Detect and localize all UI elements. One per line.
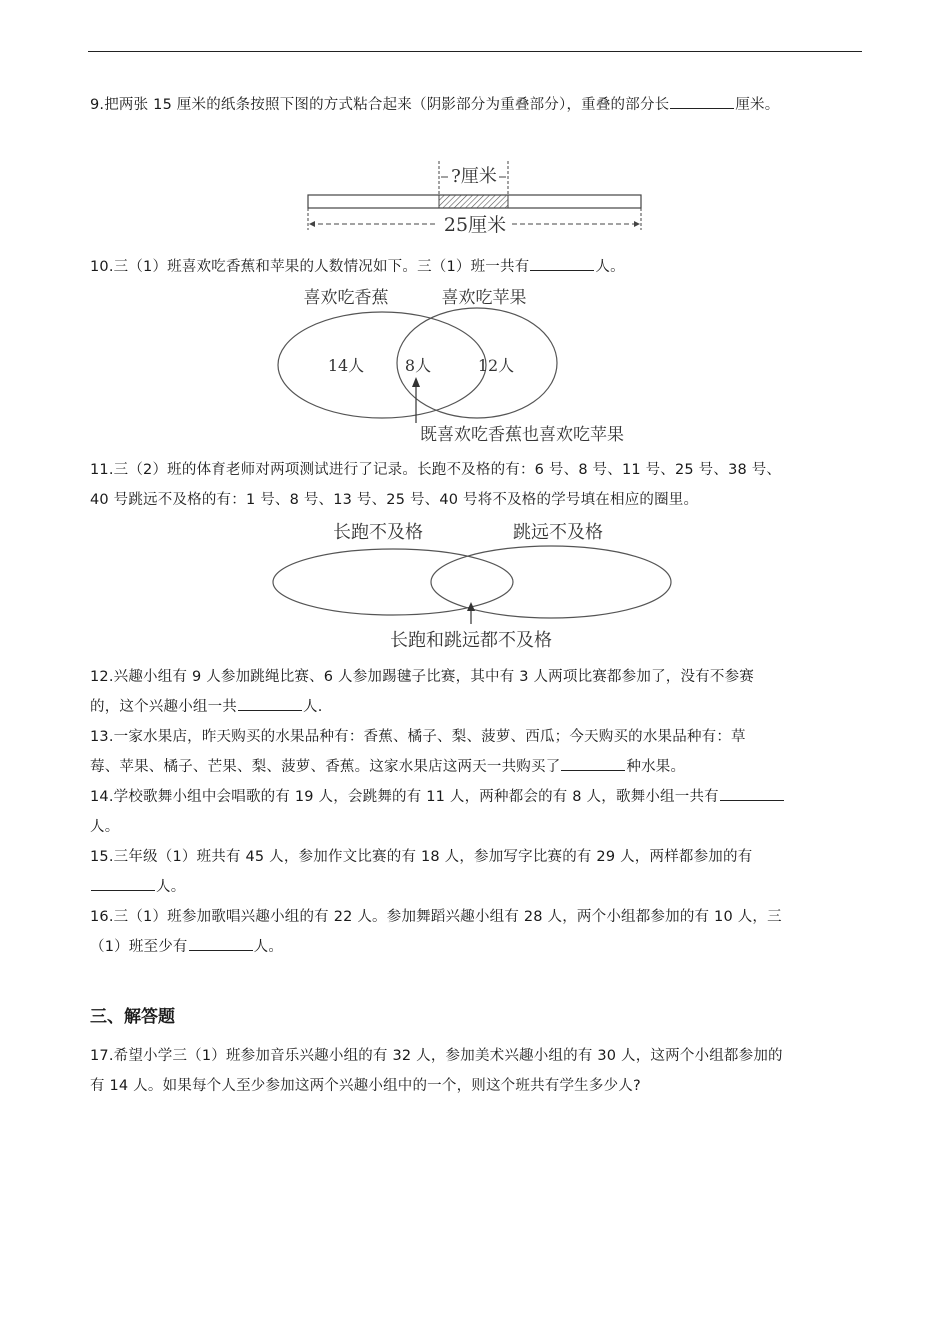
q11-line-1: 11.三（2）班的体育老师对两项测试进行了记录。长跑不及格的有：6 号、8 号、11 号、25 号、38 号、	[90, 462, 782, 478]
q11-line-2: 40 号跳远不及格的有：1 号、8 号、13 号、25 号、40 号将不及格的学号填在相应的圈里。	[90, 492, 699, 508]
q16-line-1: 16.三（1）班参加歌唱兴趣小组的有 22 人。参加舞蹈兴趣小组有 28 人，两个小组都参加的有 10 人，三	[90, 909, 782, 925]
q10-right-title: 喜欢吃苹果	[441, 288, 527, 308]
q16-unit: 人。	[253, 939, 284, 955]
q16-line-2: （1）班至少有	[90, 939, 188, 955]
q9-total-label: 25厘米	[443, 214, 507, 236]
q9-unit: 厘米。	[735, 97, 780, 113]
question-10	[90, 252, 860, 282]
question-16	[90, 902, 860, 962]
q9-answer-blank[interactable]	[670, 94, 734, 109]
q11-venn-diagram	[268, 516, 678, 656]
question-9	[90, 90, 860, 120]
q9-arrowhead-left	[309, 221, 315, 227]
q10-banana-circle	[278, 312, 486, 418]
q12-line-2: 的，这个兴趣小组一共	[90, 699, 237, 715]
q10-answer-blank[interactable]	[530, 256, 594, 271]
header-rule	[88, 51, 862, 52]
q13-answer-blank[interactable]	[561, 756, 625, 771]
q10-banana-only-value: 14人	[327, 356, 365, 375]
q11-right-title: 跳远不及格	[513, 522, 603, 543]
q17-line-2: 有 14 人。如果每个人至少参加这两个兴趣小组中的一个，则这个班共有学生多少人?	[90, 1078, 641, 1094]
question-15	[90, 842, 860, 902]
question-11	[90, 455, 860, 515]
q14-line-1: 14.学校歌舞小组中会唱歌的有 19 人，会跳舞的有 11 人，两种都会的有 8 人，歌舞小组一共有	[90, 789, 719, 805]
q10-caption: 既喜欢吃香蕉也喜欢吃苹果	[420, 425, 624, 445]
q9-overlap-shading	[439, 195, 508, 208]
question-17	[90, 1041, 860, 1101]
q12-answer-blank[interactable]	[238, 696, 302, 711]
q10-apple-only-value: 12人	[477, 356, 515, 375]
q10-left-title: 喜欢吃香蕉	[303, 288, 389, 308]
q13-line-1: 13.一家水果店，昨天购买的水果品种有：香蕉、橘子、梨、菠萝、西瓜；今天购买的水果品种有：草	[90, 729, 746, 745]
q9-strip-figure	[300, 158, 650, 242]
q15-answer-blank[interactable]	[91, 876, 155, 891]
q15-unit: 人。	[156, 879, 186, 895]
q12-line-1: 12.兴趣小组有 9 人参加跳绳比赛、6 人参加踢毽子比赛，其中有 3 人两项比赛都参加了，没有不参赛	[90, 669, 754, 685]
q12-unit: 人.	[303, 699, 323, 715]
q11-caption: 长跑和跳远都不及格	[390, 630, 552, 651]
question-12	[90, 662, 860, 722]
q11-left-title: 长跑不及格	[333, 522, 423, 543]
q10-pointer-arrowhead	[412, 377, 420, 387]
q10-venn-diagram	[270, 283, 650, 448]
q16-answer-blank[interactable]	[189, 936, 253, 951]
question-14	[90, 782, 860, 842]
q17-line-1: 17.希望小学三（1）班参加音乐兴趣小组的有 32 人，参加美术兴趣小组的有 30 人，这两个小组都参加的	[90, 1048, 783, 1064]
q11-running-circle	[273, 549, 513, 615]
q15-line-1: 15.三年级（1）班共有 45 人，参加作文比赛的有 18 人，参加写字比赛的有 29 人，两样都参加的有	[90, 849, 753, 865]
q14-answer-blank[interactable]	[720, 786, 784, 801]
q9-text: 9.把两张 15 厘米的纸条按照下图的方式粘合起来（阴影部分为重叠部分），重叠的部分长	[90, 97, 670, 113]
q13-line-2: 莓、苹果、橘子、芒果、梨、菠萝、香蕉。这家水果店这两天一共购买了	[90, 759, 561, 775]
question-13	[90, 722, 860, 782]
q10-both-value: 8人	[404, 356, 432, 375]
q13-unit: 种水果。	[626, 759, 686, 775]
q9-arrowhead-right	[634, 221, 640, 227]
section-3-heading: 三、解答题	[90, 1007, 175, 1027]
q10-text: 10.三（1）班喜欢吃香蕉和苹果的人数情况如下。三（1）班一共有	[90, 259, 530, 275]
q9-overlap-label: ?厘米	[451, 166, 497, 187]
q11-jump-circle	[431, 546, 671, 618]
q14-unit: 人。	[90, 819, 120, 835]
q10-unit: 人。	[595, 259, 625, 275]
